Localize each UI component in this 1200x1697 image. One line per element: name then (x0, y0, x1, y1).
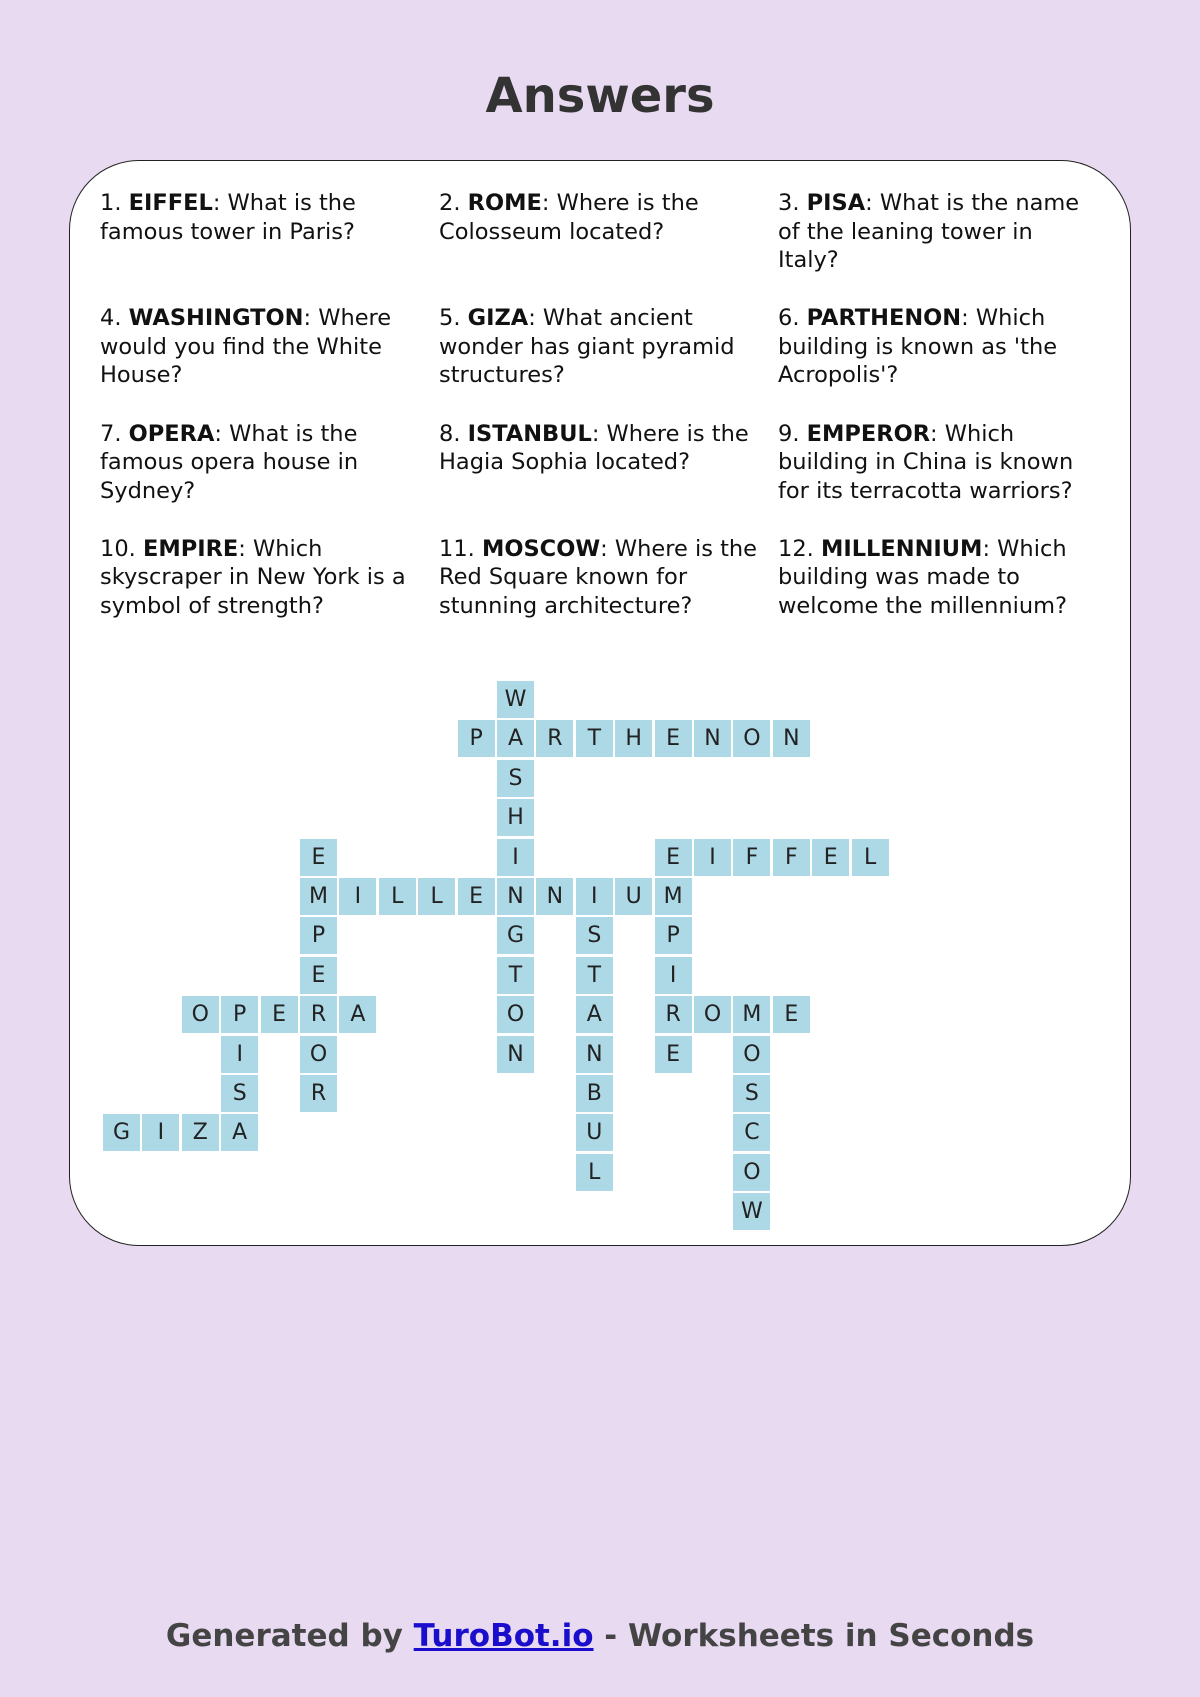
grid-cell: E (812, 839, 849, 876)
clue-answer: OPERA (128, 420, 215, 447)
clue-answer: PARTHENON (806, 305, 962, 332)
grid-cell: B (576, 1075, 613, 1112)
grid-cell: I (655, 957, 692, 994)
grid-cell: E (655, 839, 692, 876)
clue-question: : Where would you find the White House? (100, 305, 392, 389)
grid-cell: N (497, 1036, 534, 1073)
grid-cell: E (300, 839, 337, 876)
clue-number: 4. (100, 305, 122, 332)
grid-cell: E (300, 957, 337, 994)
clue-question: : Where is the Colosseum located? (439, 190, 699, 245)
clue-question: : What is the famous opera house in Sydney? (100, 420, 359, 504)
grid-cell: G (497, 917, 534, 954)
grid-cell: E (458, 878, 495, 915)
grid-cell: I (142, 1114, 179, 1151)
clue-number: 1. (100, 190, 122, 216)
clue-answer: MILLENNIUM (820, 535, 983, 562)
clue-question: : Where is the Red Square known for stunning architecture? (439, 535, 758, 619)
page-title: Answers (485, 68, 715, 124)
grid-cell: P (300, 917, 337, 954)
clue-answer: PISA (806, 190, 866, 216)
grid-cell: P (655, 917, 692, 954)
grid-cell: E (773, 996, 810, 1033)
grid-cell: T (497, 957, 534, 994)
clue-answer: MOSCOW (481, 535, 601, 562)
grid-cell: I (694, 839, 731, 876)
clue-number: 8. (439, 420, 461, 447)
grid-cell: H (497, 799, 534, 836)
turobot-link[interactable]: TuroBot.io (413, 1618, 594, 1654)
grid-cell: C (733, 1114, 770, 1151)
grid-cell: O (182, 996, 219, 1033)
grid-cell: E (655, 720, 692, 757)
clue-number: 3. (778, 190, 800, 216)
clue-question: : What is the famous tower in Paris? (100, 190, 356, 245)
grid-cell: I (221, 1036, 258, 1073)
grid-cell: E (655, 1036, 692, 1073)
clue-answer: EMPEROR (806, 420, 931, 447)
grid-cell: E (261, 996, 298, 1033)
footer (0, 1618, 1200, 1654)
grid-cell: O (733, 720, 770, 757)
clue-number: 9. (778, 420, 800, 447)
grid-cell: I (497, 839, 534, 876)
clue-answer: ROME (467, 190, 542, 216)
grid-cell: T (576, 720, 613, 757)
clue-question: : Which skyscraper in New York is a symbol of strength? (100, 535, 406, 619)
grid-cell: H (615, 720, 652, 757)
grid-cell: M (300, 878, 337, 915)
grid-cell: A (221, 1114, 258, 1151)
grid-cell: L (418, 878, 455, 915)
grid-cell: L (379, 878, 416, 915)
grid-cell: N (497, 878, 534, 915)
clue-number: 5. (439, 305, 461, 332)
clue-answer: GIZA (467, 305, 529, 332)
clue-answer: ISTANBUL (467, 420, 592, 447)
grid-cell: M (733, 996, 770, 1033)
grid-cell: S (576, 917, 613, 954)
clue-question: : Where is the Hagia Sophia located? (439, 420, 749, 476)
grid-cell: P (221, 996, 258, 1033)
clue-number: 10. (100, 535, 136, 562)
grid-cell: T (576, 957, 613, 994)
clue-number: 6. (778, 305, 800, 332)
crossword-grid (70, 161, 1130, 1245)
grid-cell: N (536, 878, 573, 915)
grid-cell: N (694, 720, 731, 757)
grid-cell: U (615, 878, 652, 915)
grid-cell: N (773, 720, 810, 757)
grid-cell: O (733, 1036, 770, 1073)
grid-cell: G (103, 1114, 140, 1151)
grid-cell: F (773, 839, 810, 876)
clue-number: 2. (439, 190, 461, 216)
clue-question: : Which building was made to welcome the millennium? (778, 535, 1068, 619)
clue-answer: WASHINGTON (128, 305, 304, 332)
clue-number: 7. (100, 420, 122, 447)
clue-question: : What is the name of the leaning tower in Italy? (778, 190, 1080, 273)
grid-cell: O (497, 996, 534, 1033)
footer-prefix: Generated by (165, 1618, 414, 1654)
clue-question: : What ancient wonder has giant pyramid structures? (439, 305, 735, 389)
grid-cell: S (497, 760, 534, 797)
grid-cell: U (576, 1114, 613, 1151)
grid-cell: I (576, 878, 613, 915)
grid-cell: F (733, 839, 770, 876)
grid-cell: L (576, 1154, 613, 1191)
grid-cell: I (339, 878, 376, 915)
clue-question: : Which building is known as 'the Acropolis'? (778, 305, 1058, 389)
grid-cell: O (733, 1154, 770, 1191)
clue-answer: EMPIRE (142, 535, 239, 562)
grid-cell: W (497, 681, 534, 718)
grid-cell: M (655, 878, 692, 915)
clue-question: : Which building in China is known for its terracotta warriors? (778, 420, 1074, 504)
grid-cell: R (655, 996, 692, 1033)
clue-number: 12. (778, 535, 814, 562)
footer-suffix: - Worksheets in Seconds (593, 1618, 1035, 1654)
grid-cell: S (221, 1075, 258, 1112)
clue-number: 11. (439, 535, 475, 562)
grid-cell: A (576, 996, 613, 1033)
grid-cell: L (852, 839, 889, 876)
grid-cell: Z (182, 1114, 219, 1151)
clue-answer: EIFFEL (128, 190, 213, 216)
grid-cell: R (300, 1075, 337, 1112)
grid-cell: N (576, 1036, 613, 1073)
grid-cell: O (694, 996, 731, 1033)
grid-cell: A (497, 720, 534, 757)
grid-cell: R (300, 996, 337, 1033)
grid-cell: W (733, 1193, 770, 1230)
grid-cell: A (339, 996, 376, 1033)
grid-cell: P (458, 720, 495, 757)
grid-cell: S (733, 1075, 770, 1112)
answers-card (69, 160, 1131, 1246)
grid-cell: R (536, 720, 573, 757)
grid-cell: O (300, 1036, 337, 1073)
